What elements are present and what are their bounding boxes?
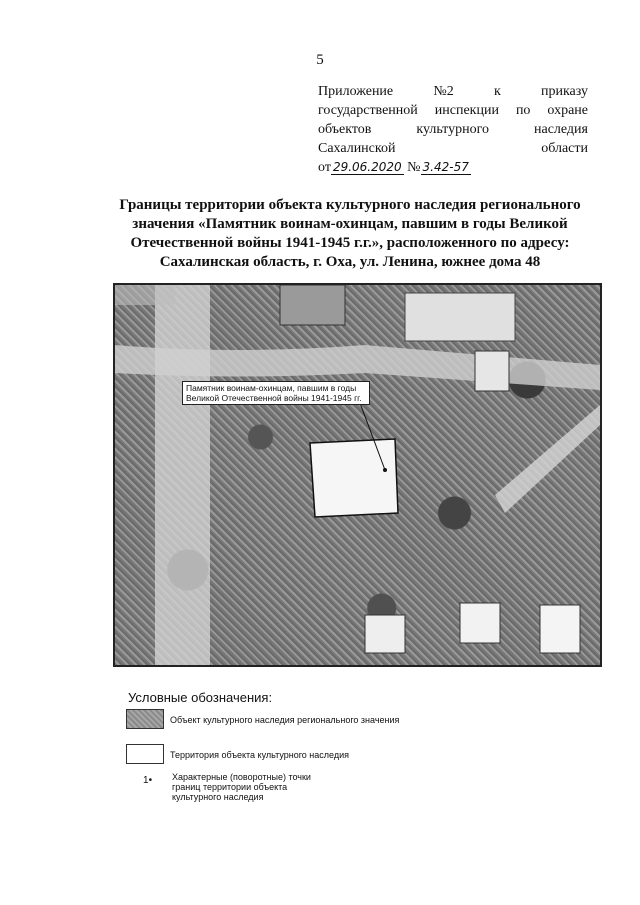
annex-word: к — [493, 84, 501, 99]
annex-word: приказу — [540, 84, 588, 99]
map-label-line: Памятник воинам-охинцам, павшим в годы — [186, 383, 357, 393]
road-vertical — [155, 285, 210, 665]
annex-date-line — [318, 158, 588, 177]
legend-title: Условные обозначения: — [128, 690, 273, 705]
legend-points-line: культурного наследия — [172, 792, 264, 802]
building — [365, 615, 405, 653]
handwritten-number: 3.42-57 — [422, 160, 469, 174]
annex-word: государственной — [318, 103, 418, 118]
title-line: значения «Памятник воинам-охинцам, павшим в годы Великой — [132, 216, 568, 232]
handwritten-date: 29.06.2020 — [332, 160, 402, 174]
legend-points-line: Характерные (поворотные) точки — [172, 772, 311, 782]
annex-word: №2 — [433, 84, 454, 99]
number-prefix: № — [407, 160, 421, 175]
page-number: 5 — [316, 52, 324, 68]
legend-points-text — [172, 772, 311, 802]
annex-word: объектов — [318, 122, 372, 137]
annex-word: по — [515, 103, 531, 118]
map-label — [182, 381, 370, 405]
monument-marker — [383, 468, 387, 472]
legend-territory-text: Территория объекта культурного наследия — [170, 750, 349, 760]
map-overlay — [115, 285, 600, 665]
aerial-map — [113, 283, 602, 667]
annex-word: культурного — [416, 122, 490, 137]
title-line: Отечественной войны 1941-1945 г.г.», расположенного по адресу: — [130, 235, 570, 251]
point-symbol — [143, 776, 152, 786]
territory-boundary — [310, 439, 398, 517]
annex-line-1 — [318, 82, 588, 101]
title-line: Сахалинская область, г. Оха, ул. Ленина, южнее дома 48 — [159, 254, 541, 270]
annex-word: области — [541, 141, 588, 156]
annex-word: инспекции — [434, 103, 499, 118]
map-label-line: Великой Отечественной войны 1941-1945 гг. — [186, 393, 362, 403]
point-dot-icon: • — [148, 775, 153, 786]
legend-object-text: Объект культурного наследия регионального значения — [170, 715, 400, 725]
path-diagonal — [495, 405, 600, 513]
legend-points-line: границ территории объекта — [172, 782, 288, 792]
building — [475, 351, 509, 391]
annex-word: Сахалинской — [318, 141, 396, 156]
building — [405, 293, 515, 341]
annex-word: Приложение — [318, 84, 394, 99]
title-line: Границы территории объекта культурного наследия регионального — [119, 197, 581, 213]
building — [540, 605, 580, 653]
annex-line-4 — [318, 139, 588, 158]
document-title — [110, 196, 590, 272]
building — [460, 603, 500, 643]
annex-word: наследия — [533, 122, 588, 137]
road-top — [115, 285, 175, 305]
territory-swatch — [126, 744, 164, 764]
annex-line-3 — [318, 120, 588, 139]
building — [280, 285, 345, 325]
annex-line-2 — [318, 101, 588, 120]
annex-header — [318, 82, 588, 177]
annex-word: охране — [547, 103, 588, 118]
point-number: 1 — [143, 775, 149, 786]
date-prefix: от — [318, 160, 331, 175]
object-swatch — [126, 709, 164, 729]
